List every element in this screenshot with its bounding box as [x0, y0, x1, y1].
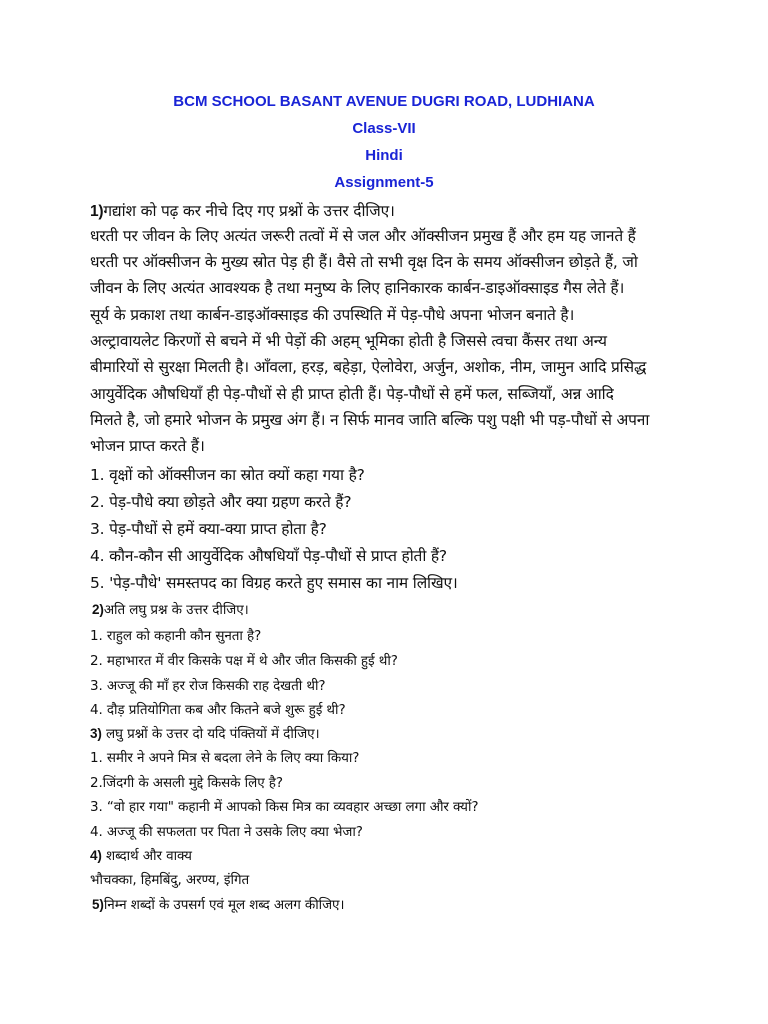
section2-heading — [92, 600, 249, 620]
passage-line: अल्ट्रावायलेट किरणों से बचने में भी पेड़ों की अहम् भूमिका होती है जिससे त्वचा कैंसर तथा अन्य — [90, 332, 607, 350]
section2-number: 2) — [92, 602, 104, 617]
question-item: 2. पेड़-पौधे क्या छोड़ते और क्या ग्रहण करते हैं? — [90, 493, 352, 511]
section3-number: 3) — [90, 726, 102, 741]
passage-line: जीवन के लिए अत्यंत आवश्यक है तथा मनुष्य के लिए हानिकारक कार्बन-डाइऑक्साइड गैस लेते हैं। — [90, 279, 625, 297]
passage-line: भोजन प्राप्त करते हैं। — [90, 437, 205, 455]
passage-line: आयुर्वेदिक औषधियाँ ही पेड़-पौधों से ही प्राप्त होती हैं। पेड़-पौधों से हमें फल, सब्जियाँ, अन्न आदि — [90, 385, 614, 403]
question-item: 3. अज्जू की माँ हर रोज किसकी राह देखती थी? — [90, 678, 326, 694]
question-item: 5. 'पेड़-पौधे' समस्तपद का विग्रह करते हुए समास का नाम लिखिए। — [90, 574, 458, 592]
section5-heading-text: निम्न शब्दों के उपसर्ग एवं मूल शब्द अलग कीजिए। — [103, 897, 345, 913]
section1-heading-text: गद्यांश को पढ़ कर नीचे दिए गए प्रश्नों के उत्तर दीजिए। — [103, 202, 395, 220]
section5-number: 5) — [92, 897, 104, 912]
question-item: 3. पेड़-पौधों से हमें क्या-क्या प्राप्त होता है? — [90, 520, 327, 538]
class-label: Class-VII — [352, 120, 416, 137]
word-list: भौचक्का, हिमबिंदु, अरण्य, इंगित — [90, 872, 250, 888]
passage-line: मिलते है, जो हमारे भोजन के प्रमुख अंग हैं। न सिर्फ मानव जाति बल्कि पशु पक्षी भी पड़-पौधों से अपना — [90, 411, 650, 429]
question-item: 4. दौड़ प्रतियोगिता कब और कितने बजे शुरू हुई थी? — [90, 702, 346, 718]
passage-line: धरती पर जीवन के लिए अत्यंत जरूरी तत्वों में से जल और ऑक्सीजन प्रमुख हैं और हम यह जानते हैं — [90, 227, 636, 245]
assignment-title: Assignment-5 — [334, 174, 434, 191]
question-item: 2.जिंदगी के असली मुद्दे किसके लिए है? — [90, 775, 283, 791]
passage-line: धरती पर ऑक्सीजन के मुख्य स्रोत पेड़ ही हैं। वैसे तो सभी वृक्ष दिन के समय ऑक्सीजन छोड़ते हैं, जो — [90, 253, 638, 271]
subject-label: Hindi — [365, 147, 403, 164]
section1-heading — [90, 201, 395, 222]
question-item: 2. महाभारत में वीर किसके पक्ष में थे और जीत किसकी हुई थी? — [90, 653, 398, 669]
question-item: 1. राहुल को कहानी कौन सुनता है? — [90, 628, 262, 644]
question-item: 4. कौन-कौन सी आयुर्वेदिक औषधियाँ पेड़-पौधों से प्राप्त होती हैं? — [90, 547, 447, 565]
question-item: 1. समीर ने अपने मित्र से बदला लेने के लिए क्या किया? — [90, 750, 360, 766]
section2-heading-text: अति लघु प्रश्न के उत्तर दीजिए। — [103, 602, 249, 618]
passage-line: बीमारियों से सुरक्षा मिलती है। आँवला, हरड़, बहेड़ा, ऐलोवेरा, अर्जुन, अशोक, नीम, जामुन आदि प्रसिद्ध — [90, 358, 647, 376]
question-item: 3. “वो हार गया" कहानी में आपको किस मित्र का व्यवहार अच्छा लगा और क्यों? — [90, 799, 479, 815]
passage-line: सूर्य के प्रकाश तथा कार्बन-डाइऑक्साइड की उपस्थिति में पेड़-पौधे अपना भोजन बनाते है। — [90, 306, 575, 324]
question-item: 4. अज्जू की सफलता पर पिता ने उसके लिए क्या भेजा? — [90, 824, 363, 840]
section4-number: 4) — [90, 848, 102, 863]
section4-heading — [90, 846, 192, 866]
section5-heading — [92, 895, 344, 915]
section4-heading-text: शब्दार्थ और वाक्य — [101, 848, 192, 864]
section3-heading — [90, 724, 320, 744]
school-name: BCM SCHOOL BASANT AVENUE DUGRI ROAD, LUDHIANA — [173, 93, 595, 110]
question-item: 1. वृक्षों को ऑक्सीजन का स्रोत क्यों कहा गया है? — [90, 466, 365, 484]
section1-number: 1) — [90, 203, 104, 220]
section3-heading-text: लघु प्रश्नों के उत्तर दो यदि पंक्तियों में दीजिए। — [101, 726, 320, 742]
